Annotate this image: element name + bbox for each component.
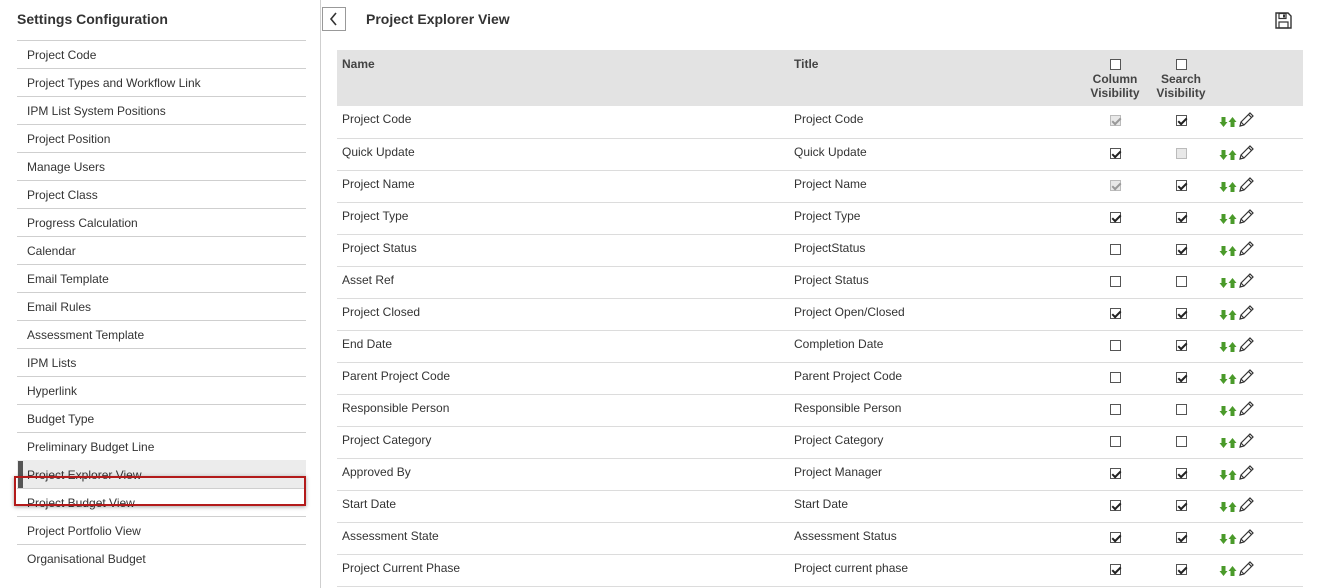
search-visibility-cell bbox=[1148, 330, 1214, 362]
sidebar-item[interactable]: Organisational Budget bbox=[17, 544, 306, 572]
header-column-visibility-line1: Column bbox=[1092, 72, 1138, 86]
sidebar-item[interactable]: Project Portfolio View bbox=[17, 516, 306, 544]
row-title: Project Type bbox=[794, 208, 861, 223]
search-visibility-cell bbox=[1148, 490, 1214, 522]
row-name: Parent Project Code bbox=[342, 368, 451, 383]
back-button[interactable] bbox=[322, 7, 346, 31]
row-title: ProjectStatus bbox=[794, 240, 866, 255]
column-visibility-cell bbox=[1082, 298, 1148, 330]
sidebar-list bbox=[17, 40, 306, 572]
pencil-icon[interactable] bbox=[1237, 303, 1256, 322]
sidebar-item[interactable]: Budget Type bbox=[17, 404, 306, 432]
sidebar-item[interactable]: Email Rules bbox=[17, 292, 306, 320]
search-visibility-checkbox bbox=[1176, 148, 1187, 159]
row-title: Completion Date bbox=[794, 336, 884, 351]
row-name: Approved By bbox=[342, 464, 411, 479]
row-title: Responsible Person bbox=[794, 400, 902, 415]
pencil-icon[interactable] bbox=[1237, 143, 1256, 162]
sidebar-item[interactable]: Project Class bbox=[17, 180, 306, 208]
row-title: Project Name bbox=[794, 176, 867, 191]
arrow-down-icon[interactable] bbox=[1219, 469, 1228, 481]
row-actions bbox=[1214, 266, 1303, 298]
sidebar-item[interactable]: Project Code bbox=[17, 40, 306, 68]
pencil-icon[interactable] bbox=[1237, 367, 1256, 386]
arrow-down-icon[interactable] bbox=[1219, 565, 1228, 577]
row-actions bbox=[1214, 106, 1303, 138]
pencil-icon[interactable] bbox=[1237, 527, 1256, 546]
header-search-visibility bbox=[1148, 50, 1214, 106]
row-actions bbox=[1214, 362, 1303, 394]
column-visibility-cell bbox=[1082, 234, 1148, 266]
column-visibility-checkbox[interactable] bbox=[1110, 532, 1121, 543]
search-visibility-cell bbox=[1148, 106, 1214, 138]
column-visibility-checkbox[interactable] bbox=[1110, 244, 1121, 255]
row-name: Start Date bbox=[342, 496, 397, 511]
search-visibility-cell bbox=[1148, 266, 1214, 298]
table-row bbox=[337, 426, 1303, 458]
row-actions bbox=[1214, 426, 1303, 458]
search-visibility-cell bbox=[1148, 138, 1214, 170]
column-visibility-checkbox[interactable] bbox=[1110, 564, 1121, 575]
sidebar-title: Settings Configuration bbox=[17, 11, 168, 27]
arrow-up-icon[interactable] bbox=[1228, 565, 1237, 577]
arrow-down-icon[interactable] bbox=[1219, 149, 1228, 161]
table-row bbox=[337, 234, 1303, 266]
column-visibility-checkbox[interactable] bbox=[1110, 148, 1121, 159]
table-row bbox=[337, 554, 1303, 586]
search-visibility-checkbox[interactable] bbox=[1176, 308, 1187, 319]
sidebar-item[interactable]: Progress Calculation bbox=[17, 208, 306, 236]
column-visibility-cell bbox=[1082, 138, 1148, 170]
pencil-icon[interactable] bbox=[1237, 207, 1256, 226]
explorer-view-table bbox=[337, 50, 1303, 587]
search-visibility-checkbox[interactable] bbox=[1176, 244, 1187, 255]
header-name: Name bbox=[342, 57, 375, 71]
row-name: Project Type bbox=[342, 208, 409, 223]
search-visibility-checkbox[interactable] bbox=[1176, 468, 1187, 479]
arrow-up-icon[interactable] bbox=[1228, 469, 1237, 481]
pencil-icon[interactable] bbox=[1237, 559, 1256, 578]
search-visibility-cell bbox=[1148, 170, 1214, 202]
column-visibility-checkbox[interactable] bbox=[1110, 308, 1121, 319]
column-visibility-cell bbox=[1082, 458, 1148, 490]
save-icon[interactable] bbox=[1274, 11, 1293, 30]
table-row bbox=[337, 298, 1303, 330]
table-row bbox=[337, 138, 1303, 170]
arrow-down-icon[interactable] bbox=[1219, 116, 1228, 128]
header-column-visibility bbox=[1082, 50, 1148, 106]
sidebar-item[interactable]: Project Explorer View bbox=[17, 460, 306, 488]
row-name: Asset Ref bbox=[342, 272, 395, 287]
row-actions bbox=[1214, 170, 1303, 202]
column-visibility-cell bbox=[1082, 490, 1148, 522]
search-visibility-checkbox[interactable] bbox=[1176, 564, 1187, 575]
search-visibility-cell bbox=[1148, 554, 1214, 586]
sidebar-item[interactable]: IPM Lists bbox=[17, 348, 306, 376]
row-name: Project Current Phase bbox=[342, 560, 461, 575]
search-visibility-cell bbox=[1148, 202, 1214, 234]
arrow-down-icon[interactable] bbox=[1219, 309, 1228, 321]
arrow-up-icon[interactable] bbox=[1228, 309, 1237, 321]
table-row bbox=[337, 522, 1303, 554]
sidebar-item[interactable]: Project Budget View bbox=[17, 488, 306, 516]
select-all-column-visibility-checkbox[interactable] bbox=[1110, 59, 1121, 70]
search-visibility-checkbox[interactable] bbox=[1176, 500, 1187, 511]
search-visibility-checkbox[interactable] bbox=[1176, 404, 1187, 415]
row-title: Project current phase bbox=[794, 560, 909, 575]
arrow-up-icon[interactable] bbox=[1228, 373, 1237, 385]
table-row bbox=[337, 490, 1303, 522]
column-visibility-cell bbox=[1082, 330, 1148, 362]
row-name: Quick Update bbox=[342, 144, 415, 159]
search-visibility-checkbox[interactable] bbox=[1176, 180, 1187, 191]
table-row bbox=[337, 106, 1303, 138]
column-visibility-cell bbox=[1082, 170, 1148, 202]
sidebar-item[interactable]: IPM List System Positions bbox=[17, 96, 306, 124]
column-visibility-checkbox bbox=[1110, 180, 1121, 191]
sidebar-item[interactable]: Preliminary Budget Line bbox=[17, 432, 306, 460]
arrow-up-icon[interactable] bbox=[1228, 341, 1237, 353]
table-header-row bbox=[337, 50, 1303, 106]
row-title: Quick Update bbox=[794, 144, 867, 159]
pencil-icon[interactable] bbox=[1237, 239, 1256, 258]
sidebar-item[interactable]: Email Template bbox=[17, 264, 306, 292]
row-name: Responsible Person bbox=[342, 400, 450, 415]
row-actions bbox=[1214, 490, 1303, 522]
table-row bbox=[337, 394, 1303, 426]
search-visibility-cell bbox=[1148, 522, 1214, 554]
column-visibility-cell bbox=[1082, 106, 1148, 138]
column-visibility-cell bbox=[1082, 426, 1148, 458]
arrow-up-icon[interactable] bbox=[1228, 149, 1237, 161]
pencil-icon[interactable] bbox=[1237, 175, 1256, 194]
column-visibility-checkbox[interactable] bbox=[1110, 276, 1121, 287]
row-title: Start Date bbox=[794, 496, 849, 511]
arrow-down-icon[interactable] bbox=[1219, 373, 1228, 385]
row-actions bbox=[1214, 394, 1303, 426]
pencil-icon[interactable] bbox=[1237, 431, 1256, 450]
row-name: Project Category bbox=[342, 432, 432, 447]
arrow-down-icon[interactable] bbox=[1219, 533, 1228, 545]
arrow-down-icon[interactable] bbox=[1219, 501, 1228, 513]
search-visibility-cell bbox=[1148, 234, 1214, 266]
search-visibility-checkbox[interactable] bbox=[1176, 115, 1187, 126]
search-visibility-cell bbox=[1148, 458, 1214, 490]
row-actions bbox=[1214, 554, 1303, 586]
row-title: Assessment Status bbox=[794, 528, 897, 543]
column-visibility-checkbox[interactable] bbox=[1110, 436, 1121, 447]
row-actions bbox=[1214, 330, 1303, 362]
select-all-search-visibility-checkbox[interactable] bbox=[1176, 59, 1187, 70]
row-name: Project Name bbox=[342, 176, 415, 191]
pencil-icon[interactable] bbox=[1237, 335, 1256, 354]
arrow-down-icon[interactable] bbox=[1219, 437, 1228, 449]
column-visibility-cell bbox=[1082, 554, 1148, 586]
row-title: Project Category bbox=[794, 432, 884, 447]
search-visibility-checkbox[interactable] bbox=[1176, 340, 1187, 351]
column-visibility-checkbox[interactable] bbox=[1110, 500, 1121, 511]
column-visibility-checkbox[interactable] bbox=[1110, 212, 1121, 223]
pencil-icon[interactable] bbox=[1237, 399, 1256, 418]
column-visibility-cell bbox=[1082, 522, 1148, 554]
arrow-down-icon[interactable] bbox=[1219, 341, 1228, 353]
search-visibility-cell bbox=[1148, 426, 1214, 458]
arrow-up-icon[interactable] bbox=[1228, 533, 1237, 545]
pencil-icon[interactable] bbox=[1237, 110, 1256, 129]
search-visibility-cell bbox=[1148, 298, 1214, 330]
row-title: Project Status bbox=[794, 272, 869, 287]
sidebar-item[interactable]: Manage Users bbox=[17, 152, 306, 180]
arrow-up-icon[interactable] bbox=[1228, 277, 1237, 289]
column-visibility-checkbox[interactable] bbox=[1110, 340, 1121, 351]
table-row bbox=[337, 202, 1303, 234]
header-column-visibility-line2: Visibility bbox=[1090, 86, 1140, 100]
sidebar-item[interactable]: Hyperlink bbox=[17, 376, 306, 404]
arrow-down-icon[interactable] bbox=[1219, 181, 1228, 193]
table-row bbox=[337, 170, 1303, 202]
arrow-down-icon[interactable] bbox=[1219, 213, 1228, 225]
sidebar-item[interactable]: Calendar bbox=[17, 236, 306, 264]
header-search-visibility-line2: Visibility bbox=[1156, 86, 1206, 100]
header-actions bbox=[1214, 50, 1303, 106]
arrow-up-icon[interactable] bbox=[1228, 405, 1237, 417]
arrow-down-icon[interactable] bbox=[1219, 405, 1228, 417]
column-visibility-cell bbox=[1082, 266, 1148, 298]
row-actions bbox=[1214, 234, 1303, 266]
table-row bbox=[337, 458, 1303, 490]
row-actions bbox=[1214, 138, 1303, 170]
sidebar-item[interactable]: Project Position bbox=[17, 124, 306, 152]
row-name: Project Code bbox=[342, 112, 412, 126]
column-visibility-cell bbox=[1082, 394, 1148, 426]
arrow-up-icon[interactable] bbox=[1228, 437, 1237, 449]
row-actions bbox=[1214, 202, 1303, 234]
arrow-up-icon[interactable] bbox=[1228, 116, 1237, 128]
column-visibility-checkbox[interactable] bbox=[1110, 372, 1121, 383]
arrow-up-icon[interactable] bbox=[1228, 245, 1237, 257]
header-search-visibility-line1: Search bbox=[1160, 72, 1202, 86]
search-visibility-checkbox[interactable] bbox=[1176, 436, 1187, 447]
header-title: Title bbox=[794, 57, 819, 71]
row-actions bbox=[1214, 298, 1303, 330]
row-actions bbox=[1214, 458, 1303, 490]
row-title: Project Code bbox=[794, 112, 864, 126]
search-visibility-cell bbox=[1148, 362, 1214, 394]
arrow-up-icon[interactable] bbox=[1228, 501, 1237, 513]
pencil-icon[interactable] bbox=[1237, 495, 1256, 514]
column-visibility-cell bbox=[1082, 202, 1148, 234]
row-title: Parent Project Code bbox=[794, 368, 903, 383]
arrow-down-icon[interactable] bbox=[1219, 245, 1228, 257]
page-title: Project Explorer View bbox=[366, 11, 510, 27]
search-visibility-cell bbox=[1148, 394, 1214, 426]
row-name: Project Closed bbox=[342, 304, 421, 319]
row-actions bbox=[1214, 522, 1303, 554]
row-title: Project Manager bbox=[794, 464, 883, 479]
column-visibility-checkbox[interactable] bbox=[1110, 404, 1121, 415]
settings-sidebar bbox=[0, 0, 321, 588]
arrow-up-icon[interactable] bbox=[1228, 181, 1237, 193]
arrow-up-icon[interactable] bbox=[1228, 213, 1237, 225]
search-visibility-checkbox[interactable] bbox=[1176, 532, 1187, 543]
arrow-down-icon[interactable] bbox=[1219, 277, 1228, 289]
row-name: End Date bbox=[342, 336, 393, 351]
row-name: Project Status bbox=[342, 240, 417, 255]
column-visibility-checkbox[interactable] bbox=[1110, 468, 1121, 479]
search-visibility-checkbox[interactable] bbox=[1176, 372, 1187, 383]
column-visibility-cell bbox=[1082, 362, 1148, 394]
column-visibility-checkbox bbox=[1110, 115, 1121, 126]
sidebar-item[interactable]: Project Types and Workflow Link bbox=[17, 68, 306, 96]
search-visibility-checkbox[interactable] bbox=[1176, 212, 1187, 223]
row-title: Project Open/Closed bbox=[794, 304, 905, 319]
table-row bbox=[337, 330, 1303, 362]
sidebar-item[interactable]: Assessment Template bbox=[17, 320, 306, 348]
pencil-icon[interactable] bbox=[1237, 463, 1256, 482]
chevron-left-icon bbox=[329, 12, 339, 26]
search-visibility-checkbox[interactable] bbox=[1176, 276, 1187, 287]
pencil-icon[interactable] bbox=[1237, 271, 1256, 290]
row-name: Assessment State bbox=[342, 528, 439, 543]
table-row bbox=[337, 266, 1303, 298]
table-row bbox=[337, 362, 1303, 394]
